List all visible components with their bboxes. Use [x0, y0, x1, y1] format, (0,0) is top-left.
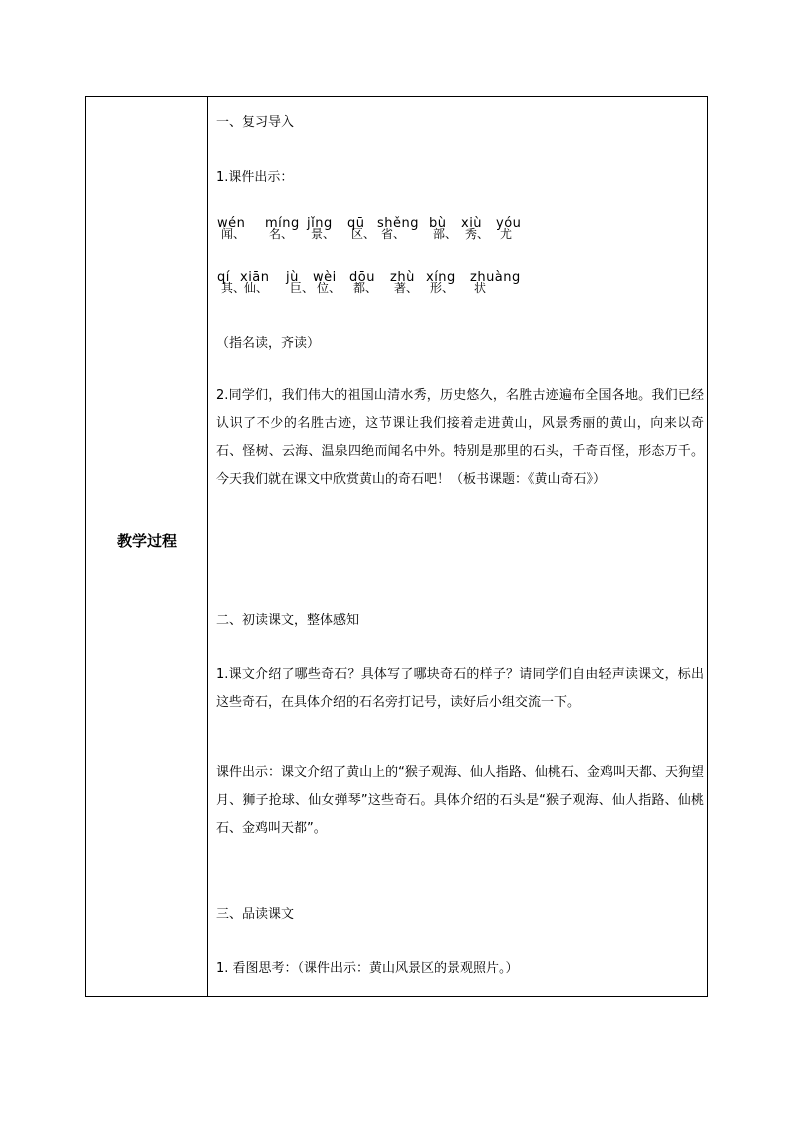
pinyin: jù: [286, 270, 299, 285]
hanzi: 区、: [351, 227, 376, 241]
hanzi: 尤: [500, 227, 513, 241]
pinyin-row-2: [217, 270, 697, 296]
hanzi: 位、: [317, 281, 342, 295]
courseware-paragraph: 课件出示：课文介绍了黄山上的“猴子观海、仙人指路、仙桃石、金鸡叫天都、天狗望月、狮子抢球、仙女弹琴”这些奇石。具体介绍的石头是“猴子观海、仙人指路、仙桃石、金鸡叫天都”。: [216, 765, 704, 836]
pinyin: míng: [265, 216, 300, 231]
row-label: 教学过程: [116, 532, 177, 550]
hanzi: 状: [474, 281, 487, 295]
pinyin: qū: [347, 216, 365, 231]
pinyin-row-1: [217, 216, 697, 242]
hanzi: 名、: [269, 227, 294, 241]
pinyin: xíng: [426, 270, 456, 285]
hanzi: 秀、: [465, 227, 490, 241]
item4-text: 1. 看图思考：（课件出示：黄山风景区的景观照片。）: [216, 961, 519, 976]
hanzi: 形、: [430, 281, 455, 295]
section2-title: 二、初读课文，整体感知: [216, 613, 360, 628]
pinyin: bù: [429, 216, 447, 231]
pinyin: xiān: [240, 270, 270, 285]
pinyin: zhuàng: [470, 270, 521, 285]
hanzi: 都、: [353, 281, 378, 295]
pinyin: qí: [217, 270, 230, 285]
hanzi: 闻、: [221, 227, 246, 241]
lesson-table: [85, 96, 708, 997]
content-cell: [209, 97, 708, 996]
pinyin: wén: [217, 216, 246, 231]
pinyin: wèi: [313, 270, 337, 285]
pinyin: dōu: [349, 270, 375, 285]
pinyin: jǐng: [307, 216, 333, 231]
pinyin: zhù: [390, 270, 415, 285]
read-note: （指名读，齐读）: [216, 336, 321, 351]
pinyin: yóu: [496, 216, 522, 231]
section3-title: 三、品读课文: [216, 907, 295, 922]
hanzi: 著、: [394, 281, 419, 295]
pinyin: shěng: [377, 216, 420, 231]
hanzi: 景、: [311, 227, 336, 241]
section1-title: 一、复习导入: [216, 115, 295, 130]
row-label-cell: [86, 97, 208, 996]
hanzi: 巨、: [290, 281, 315, 295]
pinyin: xiù: [461, 216, 483, 231]
hanzi: 其、: [221, 281, 246, 295]
hanzi: 部、: [433, 227, 458, 241]
item2-paragraph: 2.同学们，我们伟大的祖国山清水秀，历史悠久，名胜古迹遍布全国各地。我们已经认识了不少的名胜古迹，这节课让我们接着走进黄山，风景秀丽的黄山，向来以奇石、怪树、云海、温泉四绝而闻名中外。特别是那里的石头，千奇百怪，形态万千。今天我们就在课文中欣赏黄山的奇石吧！（板书课题：《黄山奇石》）: [216, 388, 704, 487]
hanzi: 省、: [381, 227, 406, 241]
item3-paragraph: 1.课文介绍了哪些奇石？具体写了哪块奇石的样子？请同学们自由轻声读课文，标出这些奇石，在具体介绍的石名旁打记号，读好后小组交流一下。: [216, 667, 704, 710]
item1-label: 1.课件出示：: [216, 170, 294, 185]
hanzi: 仙、: [244, 281, 269, 295]
